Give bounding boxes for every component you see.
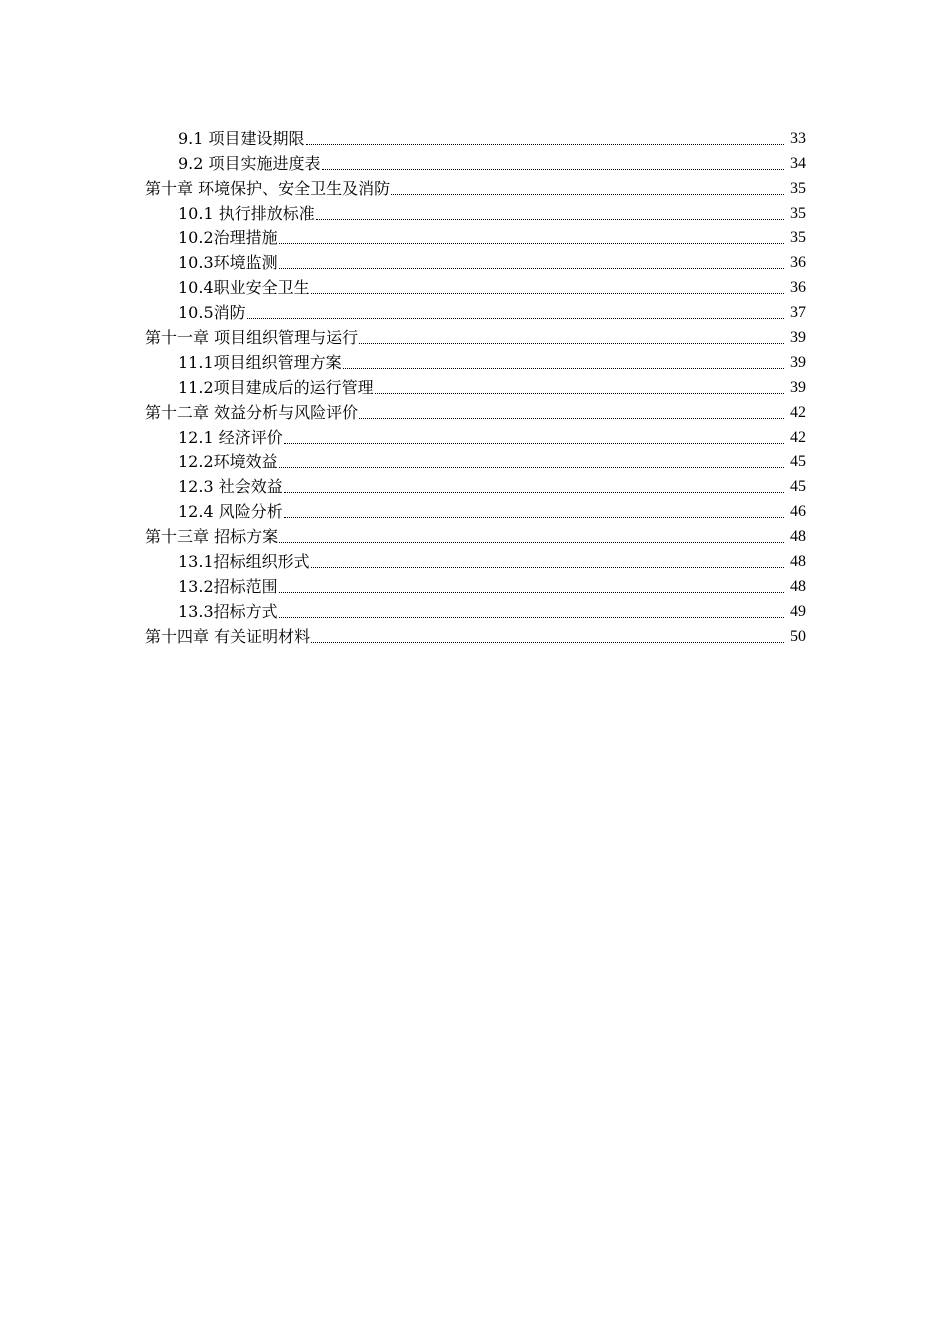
toc-page-number: 35: [790, 179, 806, 197]
toc-leader-dots: [247, 318, 784, 319]
toc-entry-title: 10.1 执行排放标准: [178, 203, 315, 223]
toc-page-number: 39: [790, 329, 806, 347]
toc-chapter-title: 第十一章 项目组织管理与运行: [145, 328, 359, 348]
toc-entry-chapter-11[interactable]: [0, 323, 950, 348]
toc-leader-dots: [284, 517, 784, 518]
toc-entry-title: 9.2 项目实施进度表: [178, 153, 321, 173]
toc-leader-dots: [359, 343, 784, 344]
toc-entry-13-2[interactable]: [0, 572, 950, 597]
toc-chapter-title: 第十二章 效益分析与风险评价: [145, 402, 359, 422]
toc-page-number: 49: [790, 602, 806, 620]
toc-page-number: 33: [790, 129, 806, 147]
toc-page-number: 45: [790, 453, 806, 471]
toc-entry-title: 12.4 风险分析: [178, 502, 283, 522]
toc-entry-title: 13.2招标范围: [178, 576, 278, 596]
toc-leader-dots: [279, 268, 784, 269]
toc-entry-12-1[interactable]: [0, 423, 950, 448]
toc-page-number: 48: [790, 528, 806, 546]
toc-leader-dots: [316, 219, 784, 220]
toc-entry-title: 10.4职业安全卫生: [178, 278, 310, 298]
toc-entry-chapter-10[interactable]: [0, 174, 950, 199]
toc-page-number: 48: [790, 553, 806, 571]
toc-entry-10-4[interactable]: [0, 273, 950, 298]
toc-page-number: 45: [790, 478, 806, 496]
toc-entry-12-2[interactable]: [0, 448, 950, 473]
toc-leader-dots: [322, 169, 784, 170]
toc-leader-dots: [306, 144, 784, 145]
toc-page-number: 35: [790, 229, 806, 247]
toc-leader-dots: [311, 567, 784, 568]
toc-entry-11-1[interactable]: [0, 348, 950, 373]
toc-leader-dots: [311, 642, 784, 643]
toc-leader-dots: [279, 617, 784, 618]
toc-leader-dots: [279, 243, 784, 244]
toc-leader-dots: [391, 194, 784, 195]
toc-entry-9-1[interactable]: [0, 124, 950, 149]
toc-page-number: 39: [790, 378, 806, 396]
toc-leader-dots: [279, 592, 784, 593]
toc-entry-10-1[interactable]: [0, 199, 950, 224]
toc-entry-11-2[interactable]: [0, 373, 950, 398]
toc-page-number: 37: [790, 304, 806, 322]
toc-page-number: 48: [790, 577, 806, 595]
toc-entry-title: 13.1招标组织形式: [178, 552, 310, 572]
toc-leader-dots: [279, 467, 784, 468]
toc-entry-title: 12.1 经济评价: [178, 427, 283, 447]
toc-entry-10-2[interactable]: [0, 224, 950, 249]
toc-entry-9-2[interactable]: [0, 149, 950, 174]
toc-entry-10-5[interactable]: [0, 298, 950, 323]
toc-leader-dots: [279, 542, 784, 543]
toc-entry-title: 10.3环境监测: [178, 253, 278, 273]
toc-leader-dots: [359, 418, 784, 419]
toc-entry-chapter-12[interactable]: [0, 398, 950, 423]
toc-entry-title: 13.3招标方式: [178, 601, 278, 621]
toc-entry-title: 11.1项目组织管理方案: [178, 352, 342, 372]
toc-leader-dots: [343, 368, 784, 369]
toc-entry-title: 11.2项目建成后的运行管理: [178, 377, 374, 397]
toc-entry-12-3[interactable]: [0, 472, 950, 497]
toc-entry-title: 9.1 项目建设期限: [178, 128, 305, 148]
toc-chapter-title: 第十四章 有关证明材料: [145, 626, 311, 646]
toc-entry-chapter-13[interactable]: [0, 522, 950, 547]
toc-leader-dots: [284, 443, 784, 444]
toc-page-number: 36: [790, 254, 806, 272]
toc-chapter-title: 第十三章 招标方案: [145, 527, 279, 547]
toc-entry-title: 12.3 社会效益: [178, 477, 283, 497]
toc-entry-title: 10.2治理措施: [178, 228, 278, 248]
toc-leader-dots: [284, 492, 784, 493]
toc-page-number: 36: [790, 279, 806, 297]
toc-entry-title: 12.2环境效益: [178, 452, 278, 472]
toc-entry-12-4[interactable]: [0, 497, 950, 522]
toc-entry-chapter-14[interactable]: [0, 622, 950, 647]
toc-page-number: 50: [790, 627, 806, 645]
toc-page-number: 35: [790, 204, 806, 222]
toc-leader-dots: [375, 393, 784, 394]
toc-page-number: 34: [790, 154, 806, 172]
toc-page-number: 39: [790, 353, 806, 371]
toc-entry-13-1[interactable]: [0, 547, 950, 572]
toc-entry-13-3[interactable]: [0, 597, 950, 622]
table-of-contents: [0, 124, 950, 647]
toc-page-number: 42: [790, 403, 806, 421]
toc-entry-title: 10.5消防: [178, 303, 246, 323]
toc-chapter-title: 第十章 环境保护、安全卫生及消防: [145, 178, 391, 198]
toc-page-number: 42: [790, 428, 806, 446]
toc-entry-10-3[interactable]: [0, 248, 950, 273]
toc-leader-dots: [311, 293, 784, 294]
toc-page-number: 46: [790, 503, 806, 521]
